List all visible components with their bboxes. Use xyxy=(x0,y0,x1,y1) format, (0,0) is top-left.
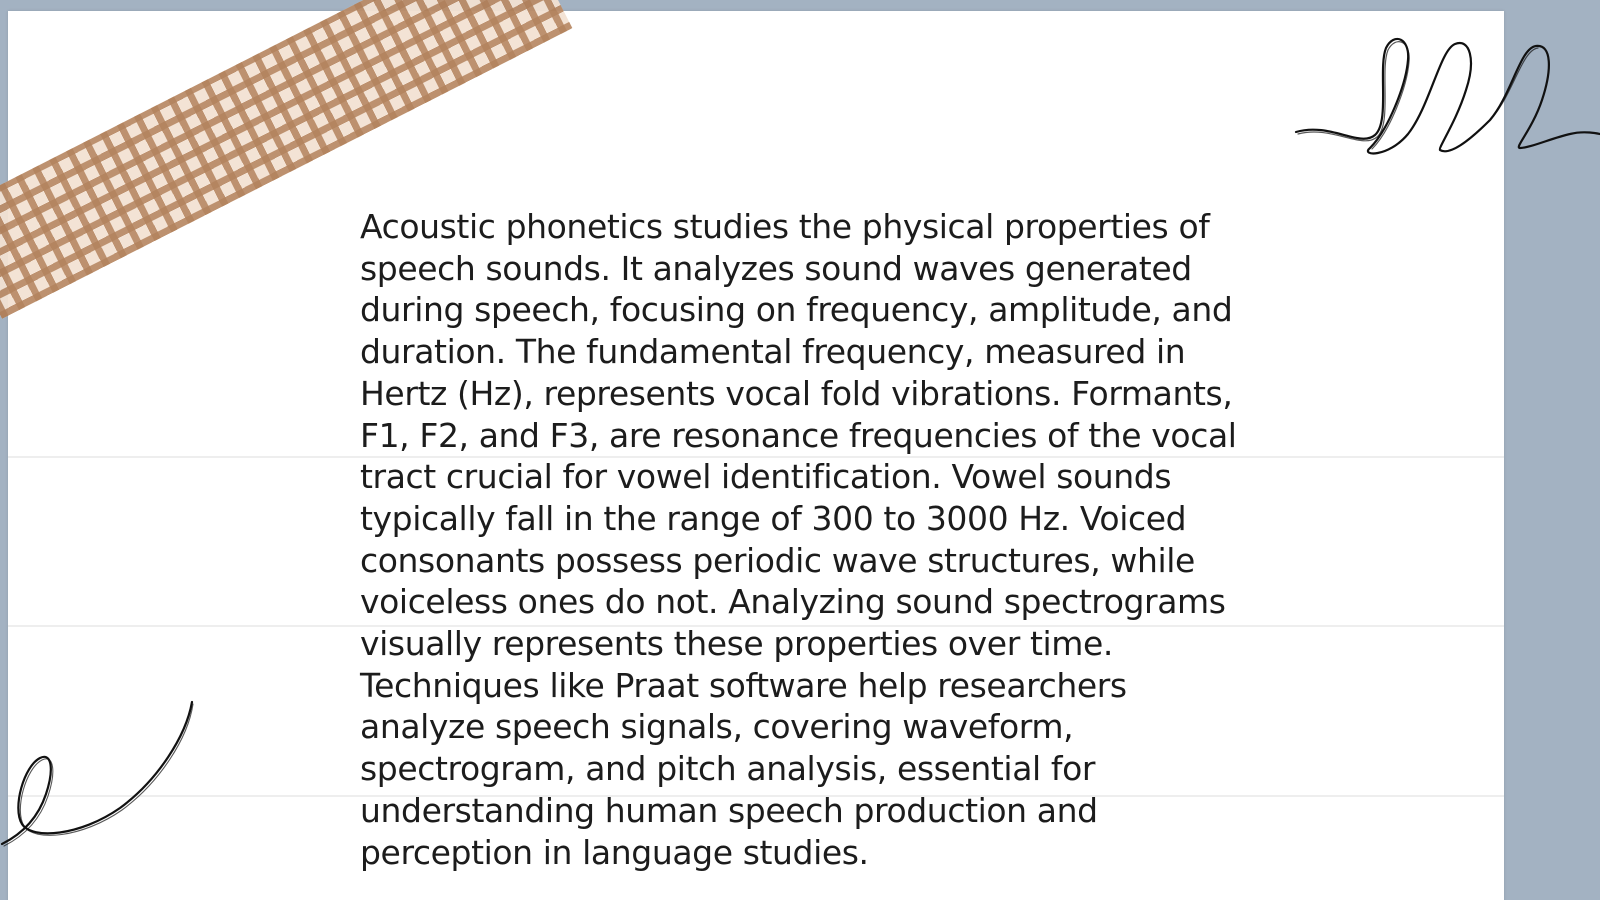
swirl-scribble-icon xyxy=(0,696,200,846)
paragraph-line: typically fall in the range of 300 to 3000 Hz. Voiced xyxy=(360,498,1187,538)
paragraph-line: tract crucial for vowel identification. Vowel sounds xyxy=(360,457,1172,497)
paragraph-line: consonants possess periodic wave structures, while xyxy=(360,540,1195,580)
paragraph-line: Techniques like Praat software help researchers xyxy=(360,665,1127,705)
paragraph-line: duration. The fundamental frequency, measured in xyxy=(360,332,1186,372)
paragraph-line: analyze speech signals, covering waveform, xyxy=(360,707,1074,747)
paragraph-line: speech sounds. It analyzes sound waves generated xyxy=(360,248,1192,288)
paragraph-line: perception in language studies. xyxy=(360,832,869,872)
paragraph-line: spectrogram, and pitch analysis, essential for xyxy=(360,749,1096,789)
paragraph-line: visually represents these properties over time. xyxy=(360,624,1114,664)
paragraph-line: during speech, focusing on frequency, amplitude, and xyxy=(360,290,1233,330)
paragraph-line: Hertz (Hz), represents vocal fold vibrations. Formants, xyxy=(360,373,1233,413)
paragraph-line: understanding human speech production and xyxy=(360,790,1098,830)
main-paragraph xyxy=(360,206,1260,873)
paragraph-line: F1, F2, and F3, are resonance frequencies of the vocal xyxy=(360,415,1237,455)
paragraph-line: Acoustic phonetics studies the physical properties of xyxy=(360,207,1210,246)
paragraph-line: voiceless ones do not. Analyzing sound spectrograms xyxy=(360,582,1226,622)
loop-scribble-icon xyxy=(1290,30,1600,170)
